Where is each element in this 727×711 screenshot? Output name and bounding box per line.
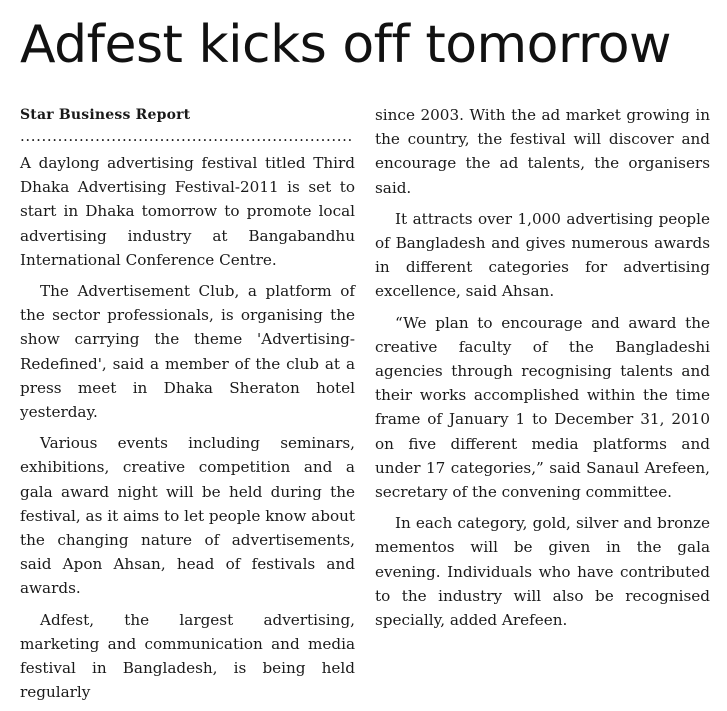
article-paragraph: “We plan to encourage and award the creative faculty of the Bangladeshi agencies through recognising talents and their works accomplished within the time frame of January 1 to December 31, 2010 on five different media platforms and under 17 categories,” said Sanaul Arefeen, secretary of the convening committee. [375,313,710,502]
article-column-right [375,103,710,639]
article-paragraph-continued: since 2003. With the ad market growing in the country, the festival will discover and encourage the ad talents, the organisers said. [375,106,710,197]
byline [20,103,355,127]
article-paragraph: In each category, gold, silver and bronze mementos will be given in the gala evening. Individuals who have contributed to the industry will also be recognised specially, added Arefeen. [375,514,710,630]
article-paragraph: Adfest, the largest advertising, marketing and communication and media festival in Bangladesh, is being held regularly [20,610,355,702]
headline: Adfest kicks off tomorrow [20,15,672,75]
article-paragraph: Various events including seminars, exhibitions, creative competition and a gala award night will be held during the festival, as it aims to let people know about the changing nature of advertisements, said Apon Ahsan, head of festivals and awards. [20,434,355,598]
article-paragraph: A daylong advertising festival titled Third Dhaka Advertising Festival-2011 is set to start in Dhaka tomorrow to promote local advertising industry at Bangabandhu International Conference Centre. [20,154,355,269]
article-column-left [20,103,355,711]
byline-separator: .............................................................. [20,127,353,145]
byline-text: Star Business Report [20,107,191,123]
article-paragraph: The Advertisement Club, a platform of the sector professionals, is organising the show carrying the theme 'Advertising- Redefined', said a member of the club at a press meet in Dhaka Sheraton hotel yesterday. [20,282,355,422]
article-paragraph: It attracts over 1,000 advertising people of Bangladesh and gives numerous awards in different categories for advertising excellence, said Ahsan. [375,209,710,301]
